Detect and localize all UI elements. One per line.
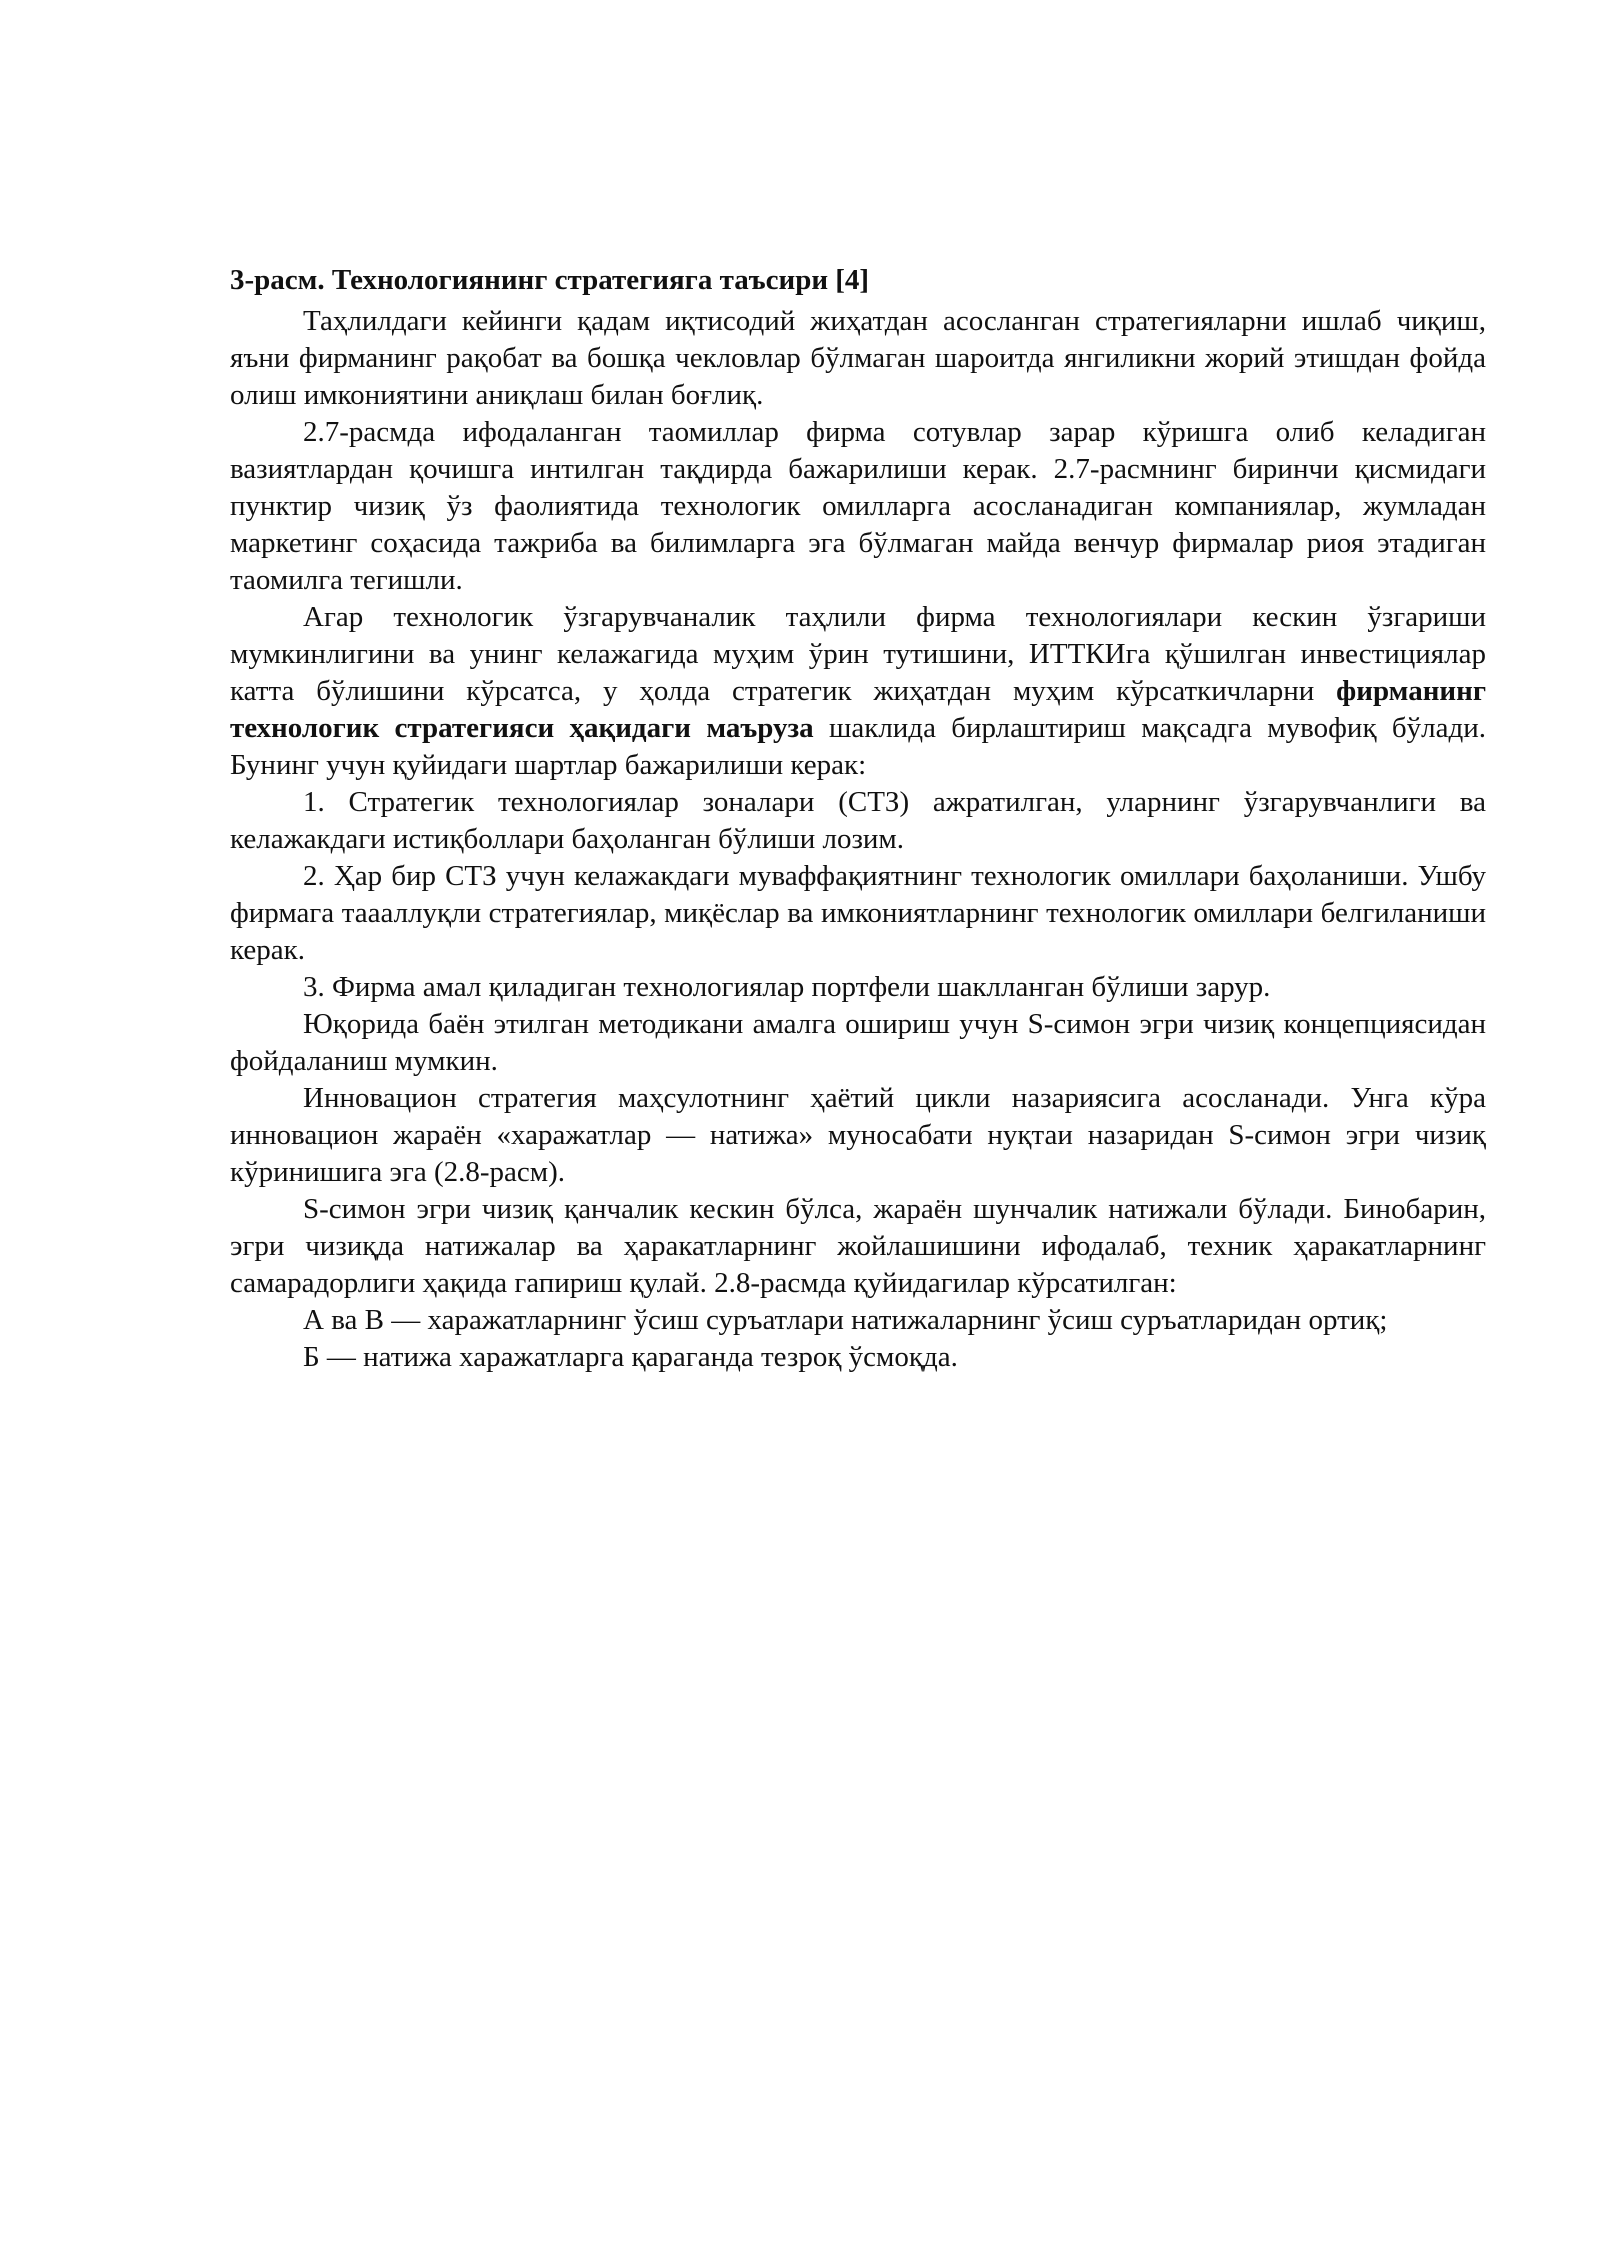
paragraph-4: Юқорида баён этилган методикани амалга ошириш учун S-симон эгри чизиқ концепциясидан фойдаланиш мумкин. [230, 1008, 1486, 1077]
list-item-3: 3. Фирма амал қиладиган технологиялар портфели шаклланган бўлиши зарур. [303, 971, 1271, 1003]
paragraph-2: 2.7-расмда ифодаланган таомиллар фирма сотувлар зарар кўришга олиб келадиган вазиятлардан қочишга интилган тақдирда бажарилиши керак. 2.7-расмнинг биринчи қисмидаги пунктир чизиқ ўз фаолиятида технологик омилларга асосланадиган компаниялар, жумладан маркетинг соҳасида тажриба ва билимларга эга бўлмаган майда венчур фирмалар риоя этадиган таомилга тегишли. [230, 416, 1486, 596]
paragraph-7: А ва В — харажатларнинг ўсиш суръатлари натижаларнинг ўсиш суръатларидан ортиқ; [303, 1304, 1388, 1336]
paragraph-1: Таҳлилдаги кейинги қадам иқтисодий жиҳатдан асосланган стратегияларни ишлаб чиқиш, яъни фирманинг рақобат ва бошқа чекловлар бўлмаган шароитда янгиликни жорий этишдан фойда олиш имкониятини аниқлаш билан боғлиқ. [230, 305, 1486, 411]
paragraph-6: S-симон эгри чизиқ қанчалик кескин бўлса, жараён шунчалик натижали бўлади. Бинобарин, эгри чизиқда натижалар ва ҳаракатларнинг жойлашишини ифодалаб, техник ҳаракатларнинг самарадорлиги ҳақида гапириш қулай. 2.8-расмда қуйидагилар кўрсатилган: [230, 1193, 1486, 1299]
paragraph-8: Б — натижа харажатларга қараганда тезроқ ўсмоқда. [303, 1341, 958, 1373]
figure-caption: 3-расм. Технологиянинг стратегияга таъсири [4] [230, 264, 870, 296]
list-item-2: 2. Ҳар бир СТЗ учун келажакдаги муваффақиятнинг технологик омиллари баҳоланиши. Ушбу фирмага таааллуқли стратегиялар, миқёслар ва имкониятларнинг технологик омиллари белгиланиши керак. [230, 860, 1486, 966]
paragraph-5: Инновацион стратегия маҳсулотнинг ҳаётий цикли назариясига асосланади. Унга кўра инновацион жараён «харажатлар — натижа» муносабати нуқтаи назаридан S-симон эгри чизиқ кўринишига эга (2.8-расм). [230, 1082, 1486, 1188]
document-page [230, 262, 1486, 1376]
list-item-1: 1. Стратегик технологиялар зоналари (СТЗ) ажратилган, уларнинг ўзгарувчанлиги ва келажакдаги истиқболлари баҳоланган бўлиши лозим. [230, 786, 1486, 855]
paragraph-3 [230, 599, 1486, 784]
paragraph-3-bold-phrase: фирманинг технологик стратегияси ҳақидаги маъруза [230, 675, 1486, 744]
paragraph-3-text-start: Агар технологик ўзгарувчаналик таҳлили фирма технологиялари кескин ўзгариши мумкинлигини ва унинг келажагида муҳим ўрин тутишини, ИТТКИга қўшилган инвестициялар катта бўлишини кўрсатса, у ҳолда стратегик жиҳатдан муҳим кўрсаткичларни [230, 601, 1486, 707]
paragraph-3-text-end: шаклида бирлаштириш мақсадга мувофиқ бўлади. Бунинг учун қуйидаги шартлар бажарилиши керак: [230, 712, 1486, 781]
